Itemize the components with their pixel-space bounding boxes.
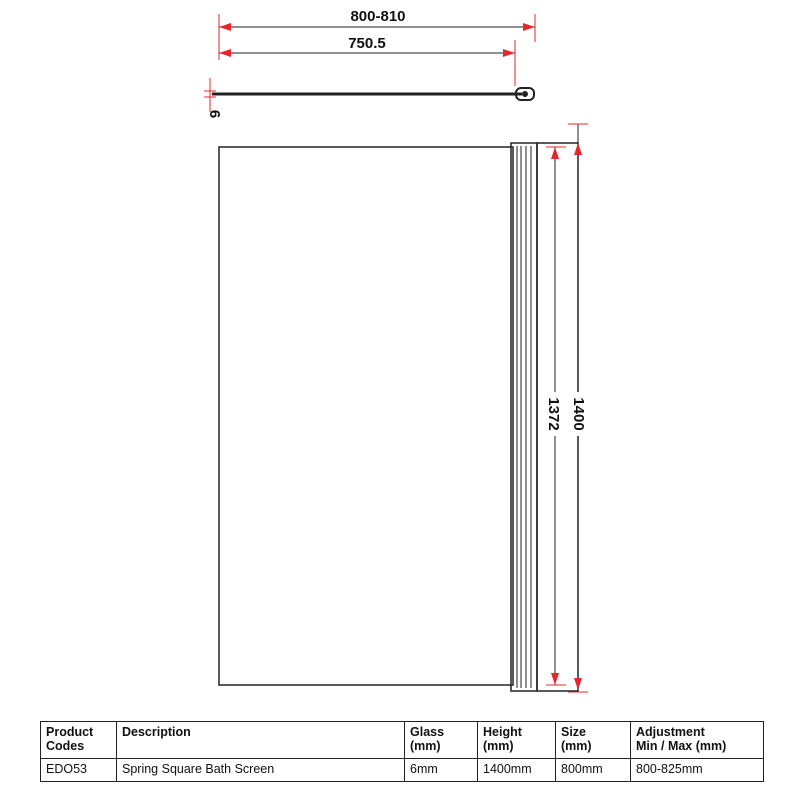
cell-glass: 6mm (405, 759, 478, 782)
glass-panel (219, 147, 513, 685)
glass-height-label: 1372 (545, 397, 562, 431)
overall-height-dimension (568, 124, 588, 692)
glass-height-dimension (545, 147, 566, 685)
glass-width-label: 750.5 (348, 35, 386, 52)
table-row (41, 759, 764, 782)
table-header-row (41, 722, 764, 759)
glass-thickness-label: 6 (206, 109, 223, 119)
overall-height-label: 1400 (570, 397, 587, 431)
header-adjustment: Adjustment Min / Max (mm) (631, 722, 764, 759)
header-height: Height (mm) (478, 722, 556, 759)
header-description: Description (117, 722, 405, 759)
cell-size: 800mm (556, 759, 631, 782)
front-elevation (219, 124, 588, 692)
overall-width-label: 800-810 (350, 8, 406, 25)
header-product-codes: Product Codes (41, 722, 117, 759)
cell-product-code: EDO53 (41, 759, 117, 782)
header-glass: Glass (mm) (405, 722, 478, 759)
wall-profile (511, 143, 578, 691)
cell-adjustment: 800-825mm (631, 759, 764, 782)
header-size: Size (mm) (556, 722, 631, 759)
product-spec-table (40, 721, 764, 782)
top-view (204, 8, 535, 118)
glass-thickness-dimension (204, 78, 223, 118)
cell-height: 1400mm (478, 759, 556, 782)
glass-plan (212, 88, 534, 100)
glass-width-dimension (219, 35, 515, 86)
cell-description: Spring Square Bath Screen (117, 759, 405, 782)
